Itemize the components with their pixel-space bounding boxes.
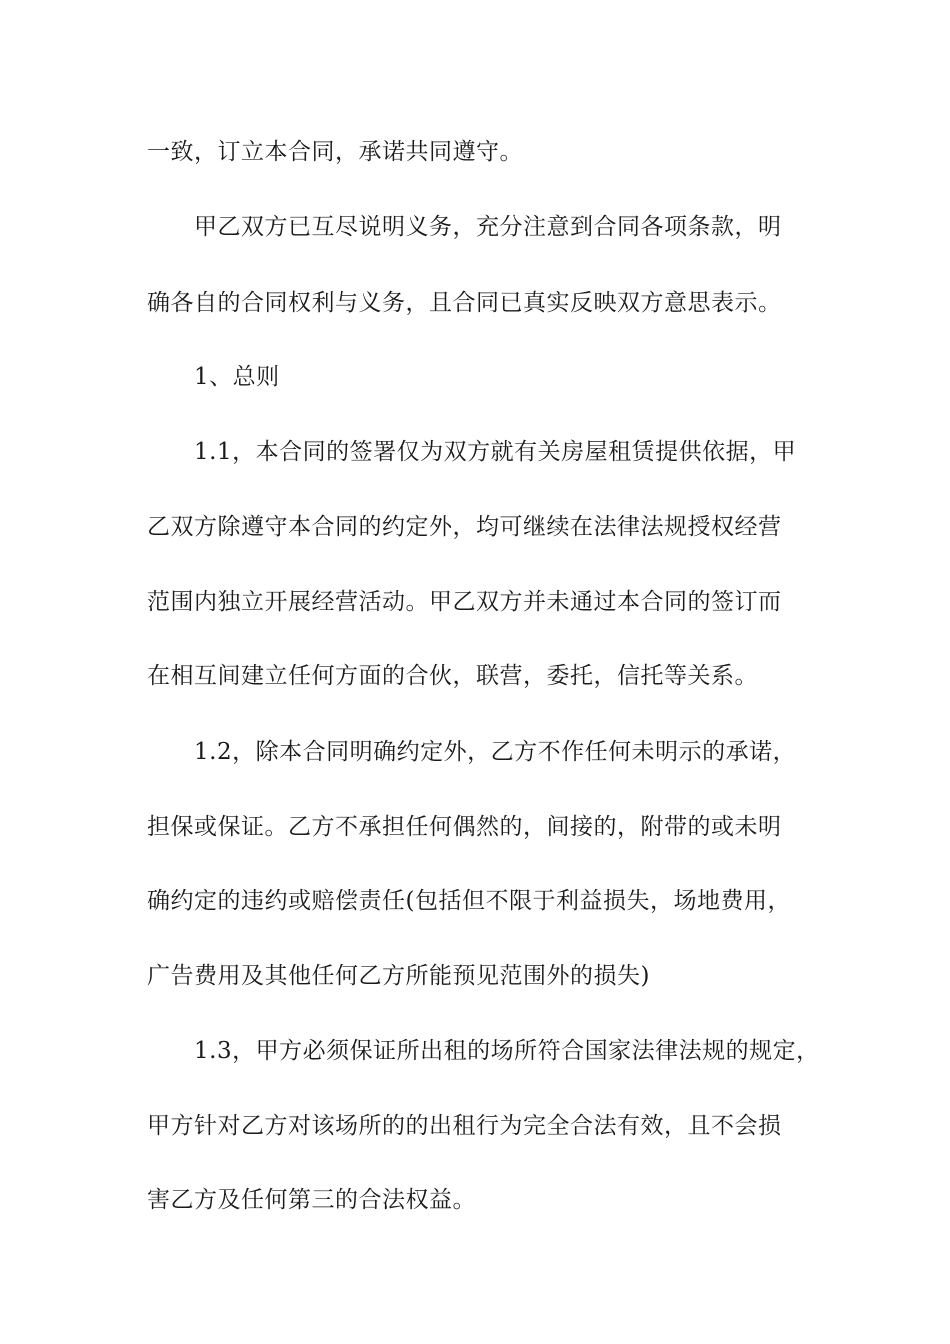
text-line: 害乙方及任何第三的合法权益。 [147,1187,476,1213]
text-line: 范围内独立开展经营活动。甲乙双方并未通过本合同的签订而 [147,589,782,615]
paragraph-first-line: 1.1，本合同的签署仅为双方就有关房屋租赁提供依据，甲 [194,439,797,465]
section-heading: 1、总则 [194,364,280,390]
text-line: 乙双方除遵守本合同的约定外，均可继续在法律法规授权经营 [147,514,782,540]
text-line: 广告费用及其他任何乙方所能预见范围外的损失) [147,963,650,989]
text-line: 一致，订立本合同，承诺共同遵守。 [147,139,523,165]
text-line: 在相互间建立任何方面的合伙，联营，委托，信托等关系。 [147,663,758,689]
text-line: 确约定的违约或赔偿责任(包括但不限于利益损失，场地费用， [147,888,791,914]
paragraph-first-line: 1.2，除本合同明确约定外，乙方不作任何未明示的承诺， [194,739,797,765]
text-line: 甲方针对乙方对该场所的的出租行为完全合法有效，且不会损 [147,1113,782,1139]
text-line: 确各自的合同权利与义务，且合同已真实反映双方意思表示。 [147,290,782,316]
paragraph-first-line: 甲乙双方已互尽说明义务，充分注意到合同各项条款，明 [194,214,782,240]
text-line: 担保或保证。乙方不承担任何偶然的，间接的，附带的或未明 [147,814,782,840]
paragraph-first-line: 1.3，甲方必须保证所出租的场所符合国家法律法规的规定， [194,1038,820,1064]
